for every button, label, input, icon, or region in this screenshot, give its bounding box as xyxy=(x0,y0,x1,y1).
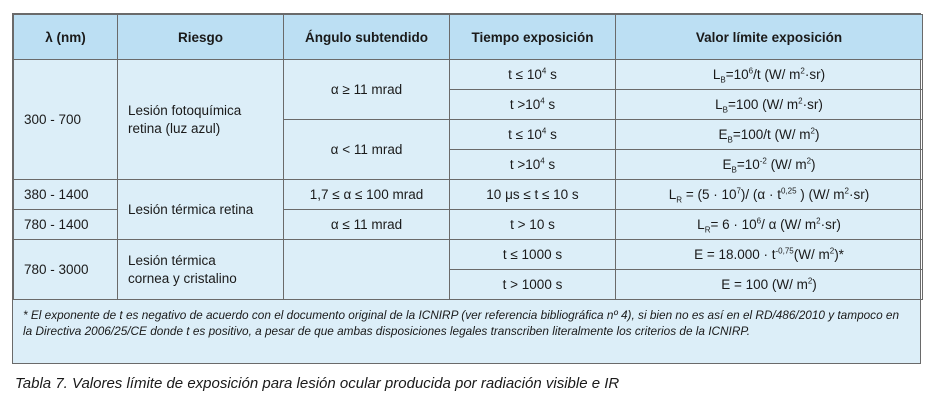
cell-valor-8 xyxy=(616,270,923,300)
riesgo-1-text: Lesión fotoquímica retina (luz azul) xyxy=(128,102,242,136)
v6e: / α (W/ m xyxy=(761,217,817,232)
cell-angulo-2: α < 11 mrad xyxy=(284,120,450,180)
cell-lambda-4: 780 - 3000 xyxy=(14,240,118,300)
t4c: s xyxy=(544,157,556,172)
v1f: 2 xyxy=(800,66,805,76)
header-tiempo: Tiempo exposición xyxy=(450,15,616,60)
v5f: 0,25 xyxy=(780,186,797,196)
v7a: E = 18.000 · t xyxy=(694,247,776,262)
t4b: 4 xyxy=(540,156,545,166)
t1b: 4 xyxy=(541,66,547,76)
t2b: 4 xyxy=(540,96,545,106)
t3a: t ≤ 10 xyxy=(508,127,542,142)
t3c: s xyxy=(546,127,557,142)
cell-tiempo-5: 10 μs ≤ t ≤ 10 s xyxy=(450,180,616,210)
cell-tiempo-2 xyxy=(450,90,616,120)
v6c: = 6 · 10 xyxy=(710,217,757,232)
v3d: 2 xyxy=(810,126,815,136)
header-angulo: Ángulo subtendido xyxy=(284,15,450,60)
header-valor: Valor límite exposición xyxy=(616,15,923,60)
cell-riesgo-1 xyxy=(118,60,284,180)
v1a: L xyxy=(712,67,721,82)
v5c: = (5 · 10 xyxy=(682,187,737,202)
v7c: (W/ m xyxy=(793,247,830,262)
footnote: * El exponente de t es negativo de acuerdo con el documento original de la ICNIRP (ver referencia bibliográfica nº 4), si bien no es así en el RD/486/2010 y tampoco en la Directiva 2006/25/CE donde t es positivo, a pesar de que ambas disposiciones legales transcriben literalmente los criterios de la ICNIRP. xyxy=(23,308,900,338)
cell-tiempo-4 xyxy=(450,150,616,180)
v3c: =100/t (W/ m xyxy=(732,127,811,142)
v6f: 2 xyxy=(816,216,821,226)
cell-tiempo-1 xyxy=(450,60,616,90)
v8b: 2 xyxy=(807,276,813,286)
v5h: 2 xyxy=(844,186,849,196)
cell-valor-3 xyxy=(616,120,923,150)
t1c: s xyxy=(546,67,557,82)
v4a: E xyxy=(722,157,732,172)
v2c: =100 (W/ m xyxy=(728,97,799,112)
v4g: ) xyxy=(811,157,816,172)
cell-valor-7 xyxy=(616,240,923,270)
t2a: t >10 xyxy=(509,97,541,112)
v8c: ) xyxy=(812,277,817,292)
cell-tiempo-7: t ≤ 1000 s xyxy=(450,240,616,270)
t1a: t ≤ 10 xyxy=(508,67,542,82)
v3e: ) xyxy=(814,127,820,142)
v5b: R xyxy=(676,195,683,205)
v5e: )/ (α · t xyxy=(740,187,781,202)
cell-angulo-3: 1,7 ≤ α ≤ 100 mrad xyxy=(284,180,450,210)
t4a: t >10 xyxy=(509,157,541,172)
v6d: 6 xyxy=(756,216,762,226)
riesgo-3-text: Lesión térmica cornea y cristalino xyxy=(128,252,237,286)
v2e: ·sr) xyxy=(802,97,823,112)
v7d: 2 xyxy=(829,246,835,256)
v1d: 6 xyxy=(748,66,754,76)
v6a: L xyxy=(697,217,705,232)
v6g: ·sr) xyxy=(820,217,841,232)
v1e: /t (W/ m xyxy=(753,67,801,82)
v7b: -0,75 xyxy=(775,246,794,256)
cell-valor-4 xyxy=(616,150,923,180)
cell-angulo-5 xyxy=(284,240,450,300)
cell-valor-5 xyxy=(616,180,923,210)
v4d: -2 xyxy=(759,156,767,166)
cell-tiempo-8: t > 1000 s xyxy=(450,270,616,300)
cell-tiempo-6: t > 10 s xyxy=(450,210,616,240)
exposure-limits-table xyxy=(13,14,923,300)
cell-lambda-2: 380 - 1400 xyxy=(14,180,118,210)
v6b: R xyxy=(704,225,711,235)
t2c: s xyxy=(544,97,556,112)
cell-valor-1 xyxy=(616,60,923,90)
v3b: B xyxy=(727,135,733,145)
table-caption: Tabla 7. Valores límite de exposición para lesión ocular producida por radiación visible e IR xyxy=(15,375,620,392)
v4e: (W/ m xyxy=(766,157,807,172)
v2a: L xyxy=(715,97,723,112)
v4c: =10 xyxy=(736,157,760,172)
v2b: B xyxy=(722,105,728,115)
v4f: 2 xyxy=(806,156,812,166)
cell-lambda-1: 300 - 700 xyxy=(14,60,118,180)
cell-angulo-1: α ≥ 11 mrad xyxy=(284,60,450,120)
v5g: ) (W/ m xyxy=(796,187,845,202)
cell-riesgo-3 xyxy=(118,240,284,300)
cell-valor-2 xyxy=(616,90,923,120)
cell-angulo-4: α ≤ 11 mrad xyxy=(284,210,450,240)
v4b: B xyxy=(731,165,737,175)
cell-valor-6 xyxy=(616,210,923,240)
cell-riesgo-2: Lesión térmica retina xyxy=(118,180,284,240)
header-riesgo: Riesgo xyxy=(118,15,284,60)
v8a: E = 100 (W/ m xyxy=(721,277,808,292)
v7e: )* xyxy=(834,247,844,262)
limits-table-box xyxy=(12,13,921,364)
cell-lambda-3: 780 - 1400 xyxy=(14,210,118,240)
v1c: =10 xyxy=(725,67,749,82)
t3b: 4 xyxy=(541,126,547,136)
header-lambda: λ (nm) xyxy=(14,15,118,60)
v5i: ·sr) xyxy=(848,187,870,202)
v3a: E xyxy=(718,127,728,142)
cell-tiempo-3 xyxy=(450,120,616,150)
v1g: ·sr) xyxy=(804,67,826,82)
v1b: B xyxy=(720,75,726,85)
v2d: 2 xyxy=(798,96,803,106)
v5a: L xyxy=(668,187,677,202)
v5d: 7 xyxy=(736,186,741,196)
